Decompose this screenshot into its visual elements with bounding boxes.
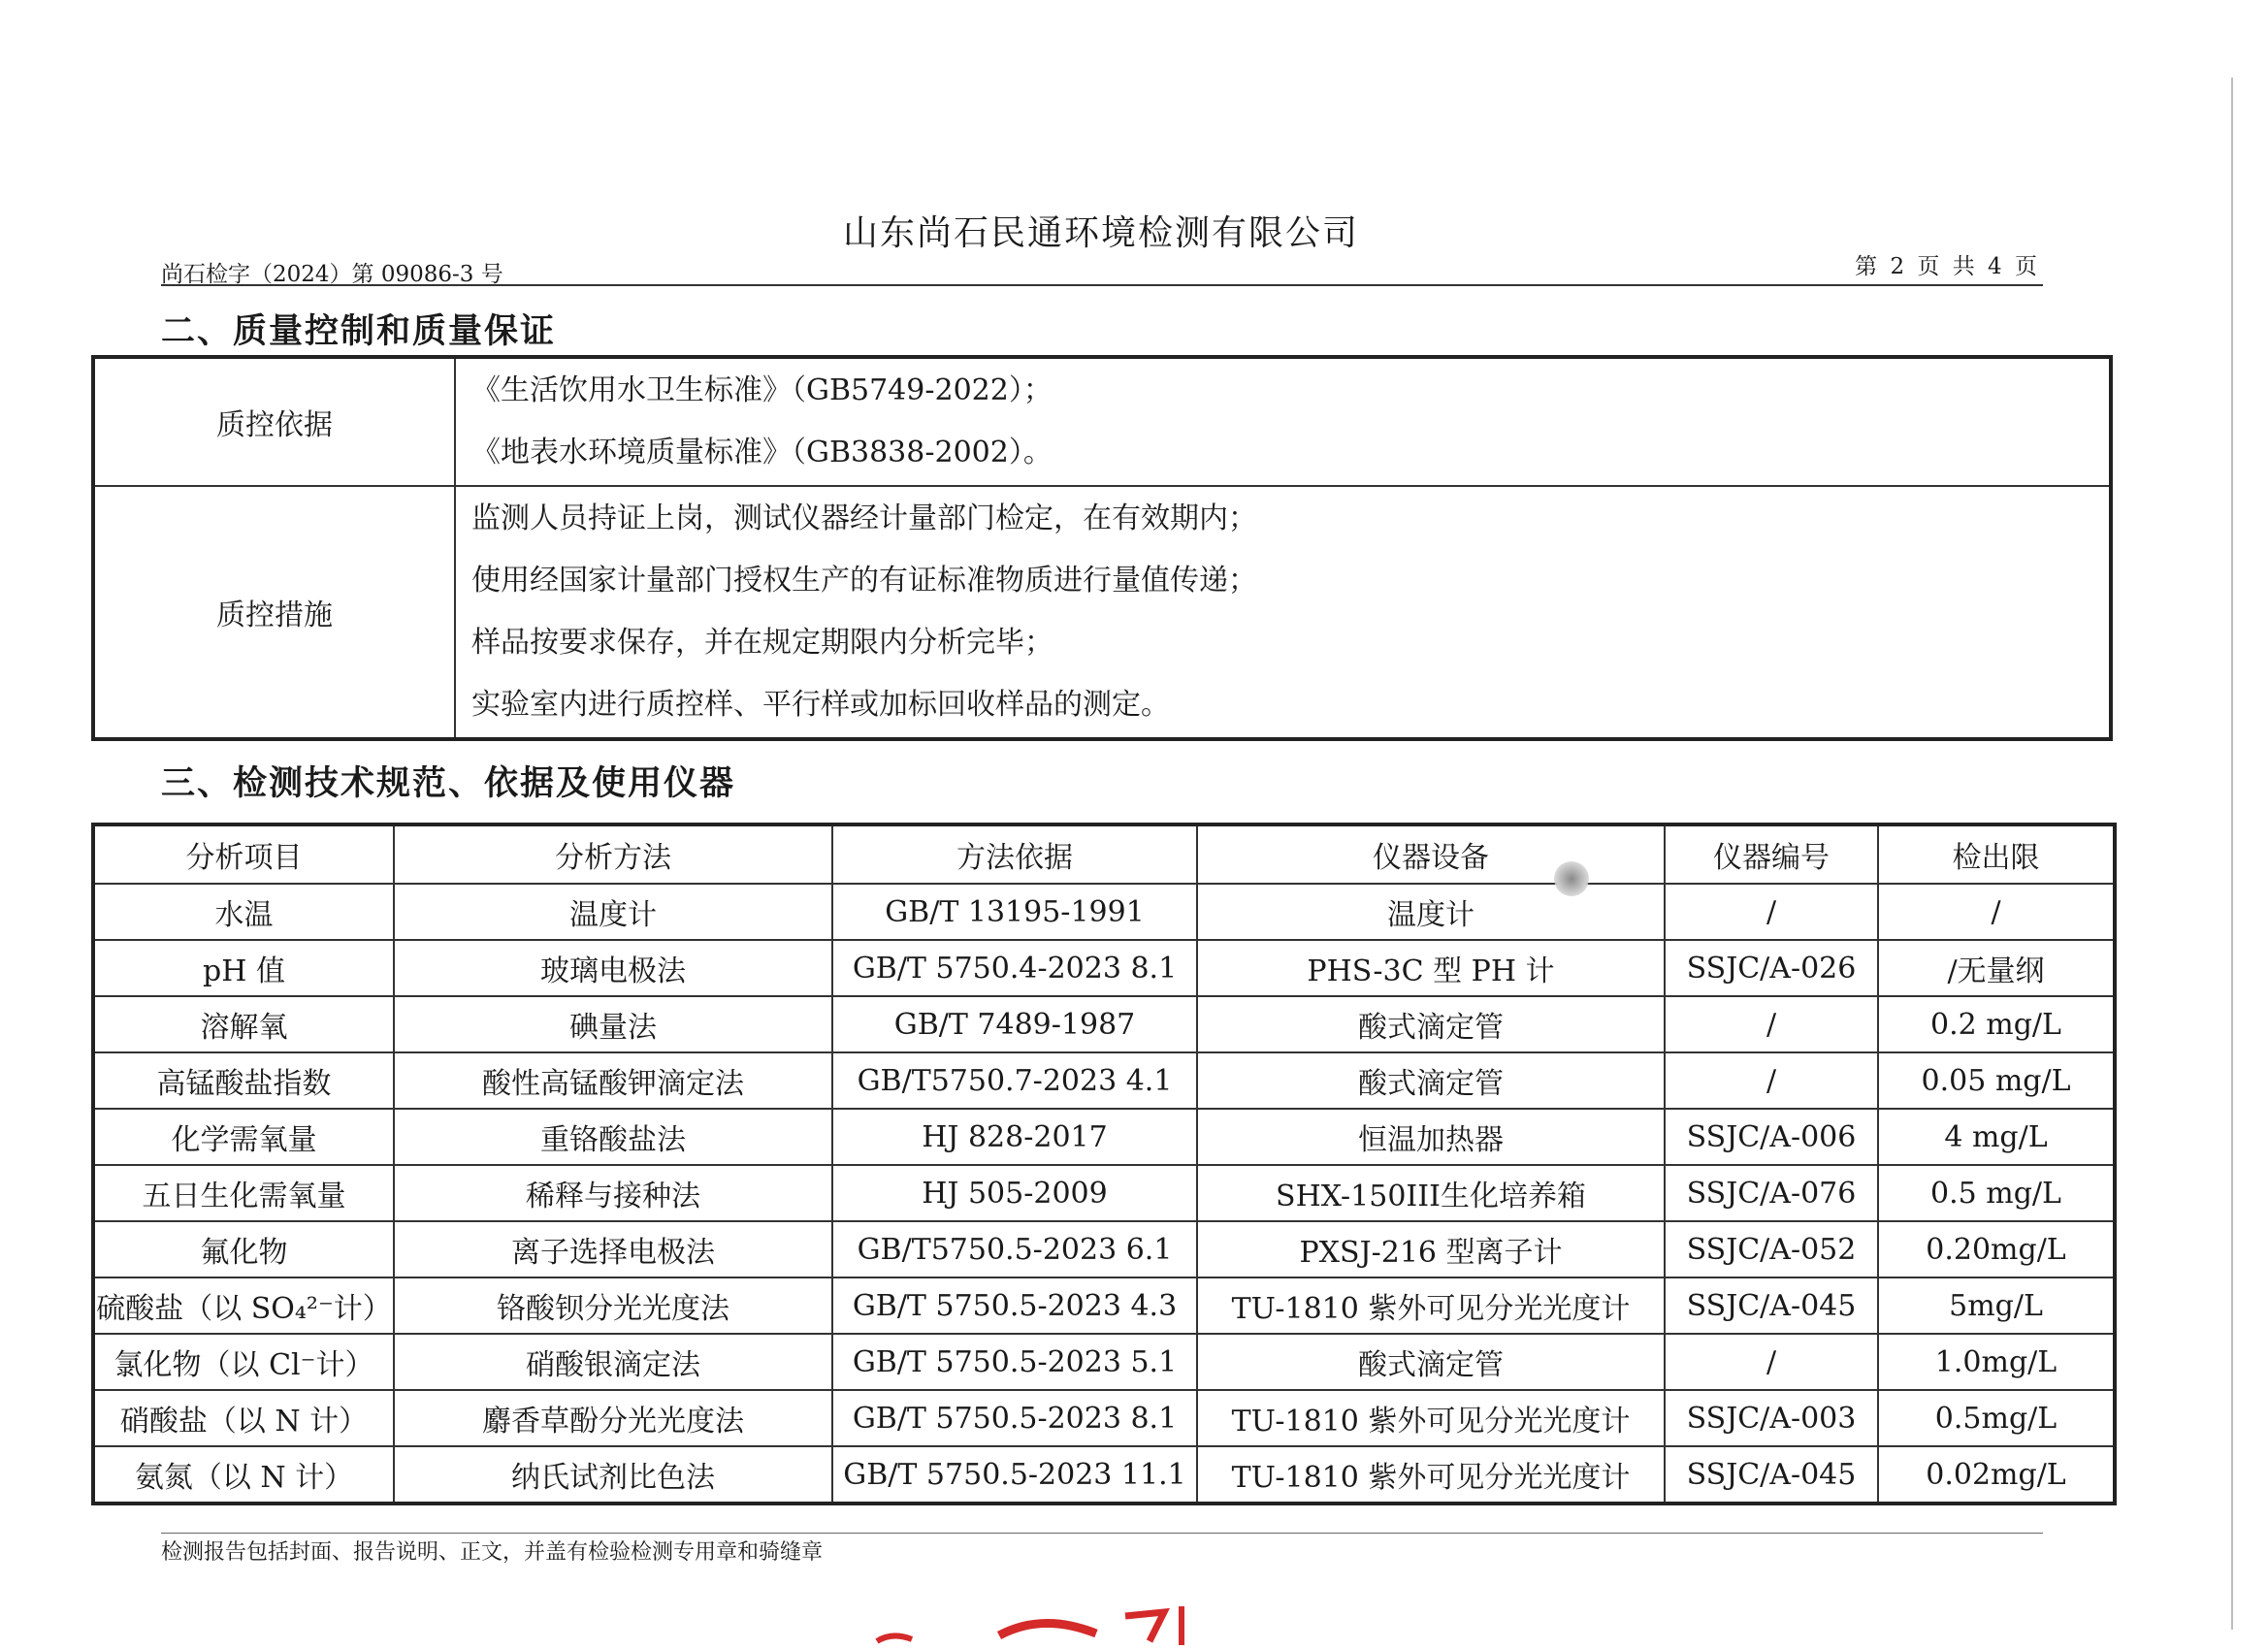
seal-stamp-fragment xyxy=(873,1602,1203,1649)
footer-divider xyxy=(161,1533,2043,1534)
table-row xyxy=(93,1221,2115,1277)
table-cell: 酸式滴定管 xyxy=(1197,996,1665,1052)
table-cell: 酸性高锰酸钾滴定法 xyxy=(394,1052,832,1109)
table-row xyxy=(93,1334,2115,1390)
table-cell: 离子选择电极法 xyxy=(394,1221,832,1277)
table-cell: HJ 828-2017 xyxy=(832,1109,1197,1165)
company-name: 山东尚石民通环境检测有限公司 xyxy=(842,213,1359,253)
qc-basis-content xyxy=(455,357,2111,486)
table-cell: 硫酸盐（以 SO₄²⁻计） xyxy=(93,1277,394,1334)
table-row xyxy=(93,1277,2115,1334)
table-cell: 酸式滴定管 xyxy=(1197,1052,1665,1109)
table-row xyxy=(93,1446,2115,1504)
table-cell: SHX-150III生化培养箱 xyxy=(1197,1165,1665,1221)
table-cell: /无量纲 xyxy=(1878,940,2115,996)
header-divider xyxy=(161,284,2043,286)
qc-measures-label: 质控措施 xyxy=(93,486,455,739)
table-cell: GB/T 7489-1987 xyxy=(832,996,1197,1052)
table-cell: 玻璃电极法 xyxy=(394,940,832,996)
table-cell: / xyxy=(1665,1334,1878,1390)
table-cell: / xyxy=(1665,996,1878,1052)
col-header: 分析方法 xyxy=(394,824,832,884)
document-number: 尚石检字（2024）第 09086-3 号 xyxy=(161,262,503,287)
table-cell: 重铬酸盐法 xyxy=(394,1109,832,1165)
table-cell: 0.2 mg/L xyxy=(1878,996,2115,1052)
methods-table xyxy=(91,823,2117,1505)
table-row xyxy=(93,940,2115,996)
table-cell: 硝酸银滴定法 xyxy=(394,1334,832,1390)
qc-basis-line: 《生活饮用水卫生标准》（GB5749-2022）； xyxy=(471,373,1053,407)
table-row xyxy=(93,1109,2115,1165)
table-cell: GB/T 5750.5-2023 4.3 xyxy=(832,1277,1197,1334)
col-header: 分析项目 xyxy=(93,824,394,884)
table-cell: 纳氏试剂比色法 xyxy=(394,1446,832,1504)
table-cell: 温度计 xyxy=(394,884,832,940)
seal-stroke xyxy=(999,1623,1096,1635)
qc-basis-label: 质控依据 xyxy=(93,357,455,486)
col-header: 检出限 xyxy=(1878,824,2115,884)
qc-row-measures xyxy=(93,486,2111,739)
table-cell: / xyxy=(1878,884,2115,940)
table-cell: SSJC/A-076 xyxy=(1665,1165,1878,1221)
qc-measures-line: 监测人员持证上岗，测试仪器经计量部门检定，在有效期内； xyxy=(471,501,1257,535)
section3-title: 三、检测技术规范、依据及使用仪器 xyxy=(161,764,736,803)
table-cell: 硝酸盐（以 N 计） xyxy=(93,1390,394,1446)
table-cell: 麝香草酚分光光度法 xyxy=(394,1390,832,1446)
col-header: 仪器编号 xyxy=(1665,824,1878,884)
table-cell: GB/T 5750.4-2023 8.1 xyxy=(832,940,1197,996)
page-number: 第 2 页 共 4 页 xyxy=(1855,254,2040,279)
table-cell: 碘量法 xyxy=(394,996,832,1052)
table-cell: 化学需氧量 xyxy=(93,1109,394,1165)
col-header: 方法依据 xyxy=(832,824,1197,884)
table-cell: GB/T 5750.5-2023 8.1 xyxy=(832,1390,1197,1446)
table-cell: 水温 xyxy=(93,884,394,940)
table-cell: 0.5 mg/L xyxy=(1878,1165,2115,1221)
table-cell: 5mg/L xyxy=(1878,1277,2115,1334)
table-cell: 稀释与接种法 xyxy=(394,1165,832,1221)
qc-basis-line: 《地表水环境质量标准》（GB3838-2002）。 xyxy=(471,436,1053,469)
table-cell: GB/T5750.7-2023 4.1 xyxy=(832,1052,1197,1109)
table-cell: GB/T5750.5-2023 6.1 xyxy=(832,1221,1197,1277)
quality-control-table xyxy=(91,355,2113,741)
table-cell: GB/T 5750.5-2023 11.1 xyxy=(832,1446,1197,1504)
table-row xyxy=(93,1052,2115,1109)
table-cell: SSJC/A-026 xyxy=(1665,940,1878,996)
qc-measures-line: 使用经国家计量部门授权生产的有证标准物质进行量值传递； xyxy=(471,564,1257,598)
table-cell: 溶解氧 xyxy=(93,996,394,1052)
seal-stroke xyxy=(1125,1612,1164,1641)
methods-header-row xyxy=(93,824,2115,884)
table-cell: 氨氮（以 N 计） xyxy=(93,1446,394,1504)
section2-title: 二、质量控制和质量保证 xyxy=(161,312,557,351)
table-row xyxy=(93,1165,2115,1221)
table-cell: GB/T 13195-1991 xyxy=(832,884,1197,940)
table-row xyxy=(93,884,2115,940)
table-cell: 氯化物（以 Cl⁻计） xyxy=(93,1334,394,1390)
table-cell: 恒温加热器 xyxy=(1197,1109,1665,1165)
table-cell: GB/T 5750.5-2023 5.1 xyxy=(832,1334,1197,1390)
col-header: 仪器设备 xyxy=(1197,824,1665,884)
qc-measures-line: 实验室内进行质控样、平行样或加标回收样品的测定。 xyxy=(471,688,1170,722)
table-cell: / xyxy=(1665,1052,1878,1109)
table-cell: TU-1810 紫外可见分光光度计 xyxy=(1197,1277,1665,1334)
table-cell: PHS-3C 型 PH 计 xyxy=(1197,940,1665,996)
table-cell: 五日生化需氧量 xyxy=(93,1165,394,1221)
table-cell: SSJC/A-045 xyxy=(1665,1446,1878,1504)
table-cell: SSJC/A-003 xyxy=(1665,1390,1878,1446)
table-cell: HJ 505-2009 xyxy=(832,1165,1197,1221)
table-cell: 0.02mg/L xyxy=(1878,1446,2115,1504)
table-cell: 温度计 xyxy=(1197,884,1665,940)
qc-measures-content xyxy=(455,486,2111,739)
qc-row-basis xyxy=(93,357,2111,486)
scan-edge-line xyxy=(2231,78,2233,1630)
table-cell: 铬酸钡分光光度法 xyxy=(394,1277,832,1334)
table-cell: SSJC/A-006 xyxy=(1665,1109,1878,1165)
seal-stroke xyxy=(877,1635,912,1641)
table-cell: TU-1810 紫外可见分光光度计 xyxy=(1197,1390,1665,1446)
table-cell: SSJC/A-052 xyxy=(1665,1221,1878,1277)
table-row xyxy=(93,996,2115,1052)
qc-measures-line: 样品按要求保存，并在规定期限内分析完毕； xyxy=(471,626,1053,660)
table-cell: 高锰酸盐指数 xyxy=(93,1052,394,1109)
table-row xyxy=(93,1390,2115,1446)
table-cell: 氟化物 xyxy=(93,1221,394,1277)
table-cell: 1.0mg/L xyxy=(1878,1334,2115,1390)
table-cell: 酸式滴定管 xyxy=(1197,1334,1665,1390)
table-cell: / xyxy=(1665,884,1878,940)
table-cell: pH 值 xyxy=(93,940,394,996)
table-cell: 0.20mg/L xyxy=(1878,1221,2115,1277)
table-cell: 0.5mg/L xyxy=(1878,1390,2115,1446)
footer-note: 检测报告包括封面、报告说明、正文，并盖有检验检测专用章和骑缝章 xyxy=(161,1540,824,1565)
table-cell: 0.05 mg/L xyxy=(1878,1052,2115,1109)
table-cell: 4 mg/L xyxy=(1878,1109,2115,1165)
table-cell: SSJC/A-045 xyxy=(1665,1277,1878,1334)
table-cell: TU-1810 紫外可见分光光度计 xyxy=(1197,1446,1665,1504)
table-cell: PXSJ-216 型离子计 xyxy=(1197,1221,1665,1277)
scan-smudge xyxy=(1554,861,1589,896)
